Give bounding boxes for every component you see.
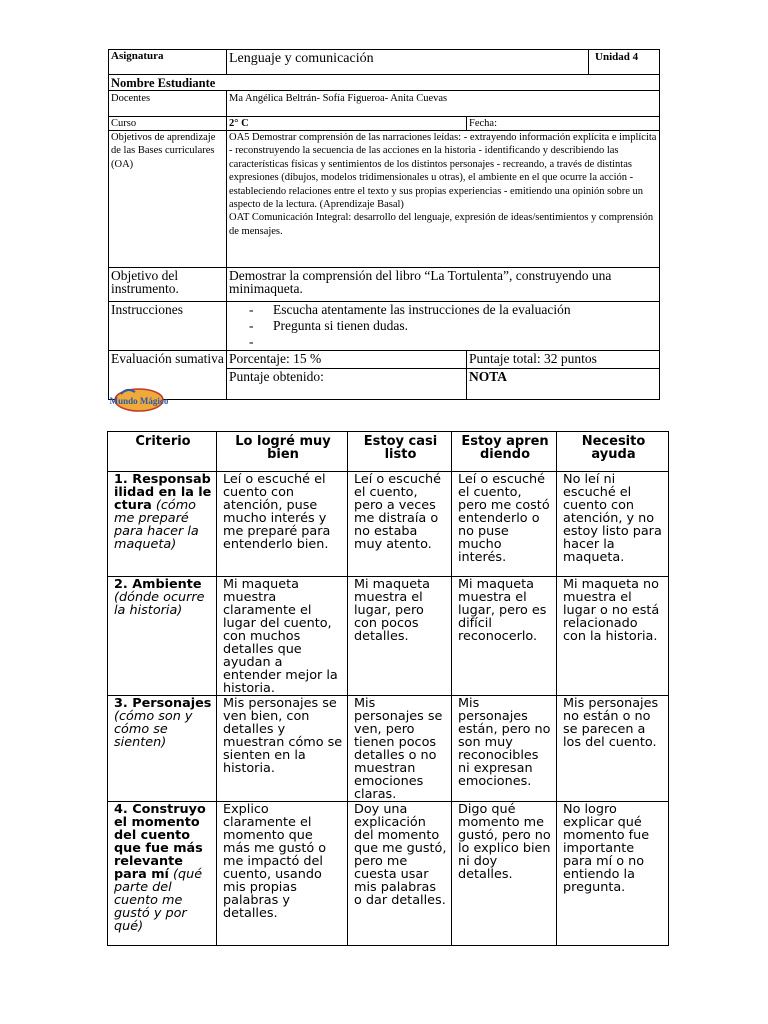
criterio-title: 1. Responsabilidad en la lectura — [114, 472, 212, 513]
rubric-cell: Leí o escuché el cuento, pero a veces me distraía o no estaba muy atento. — [348, 472, 452, 577]
rubric-cell: Explico claramente el momento que más me gustó o me impactó del cuento, usando mis propias palabras y detalles. — [217, 802, 348, 946]
puntaje-total-value: Puntaje total: 32 puntos — [467, 351, 660, 369]
criterio-subtitle: (qué parte del cuento me gustó y por qué) — [114, 867, 203, 934]
criterio-title: 2. Ambiente — [114, 577, 202, 592]
table-row — [108, 472, 669, 577]
header-lo-logre: Lo logré muy bien — [217, 432, 348, 472]
rubric-cell: Mis personajes se ven, pero tienen pocos detalles o no muestran emociones claras. — [348, 696, 452, 802]
evaluation-header-table — [108, 49, 660, 400]
header-aprendiendo: Estoy aprendiendo — [452, 432, 557, 472]
nota-label: NOTA — [467, 369, 660, 400]
instruccion-item: - Escucha atentamente las instrucciones de la evaluación — [229, 302, 657, 318]
criterio-subtitle: (cómo son y cómo se sienten) — [114, 709, 193, 750]
rubric-cell: Doy una explicación del momento que me gustó, pero me cuesta usar mis palabras o dar detalles. — [348, 802, 452, 946]
rubric-cell: Leí o escuché el cuento, pero me costó entenderlo o no puse mucho interés. — [452, 472, 557, 577]
instrucciones-list — [227, 302, 660, 351]
rubric-table — [107, 431, 669, 946]
table-row — [108, 696, 669, 802]
mundo-magico-logo — [109, 385, 169, 413]
header-criterio: Criterio — [108, 432, 217, 472]
criterio-cell — [108, 696, 217, 802]
rubric-cell: No logro explicar qué momento fue importante para mí o no entiendo la pregunta. — [557, 802, 669, 946]
unidad-label: Unidad 4 — [589, 50, 660, 75]
criterio-title: 4. Construyo el momento del cuento que fue más relevante para mí — [114, 802, 206, 882]
oat-text: OAT Comunicación Integral: desarrollo del lenguaje, expresión de ideas/sentimientos y comprensión de mensajes. — [229, 212, 654, 237]
fecha-label: Fecha: — [467, 117, 660, 131]
table-row — [108, 577, 669, 696]
objetivos-value — [227, 131, 660, 268]
asignatura-value: Lenguaje y comunicación — [227, 50, 589, 75]
docentes-label: Docentes — [109, 91, 227, 117]
criterio-title: 3. Personajes — [114, 696, 212, 711]
instrucciones-label: Instrucciones — [109, 302, 227, 351]
curso-label: Curso — [109, 117, 227, 131]
docentes-value: Ma Angélica Beltrán- Sofía Figueroa- Anita Cuevas — [227, 91, 660, 117]
rubric-cell: No leí ni escuché el cuento con atención, y no estoy listo para hacer la maqueta. — [557, 472, 669, 577]
objetivo-instrumento-value: Demostrar la comprensión del libro “La Tortulenta”, construyendo una minimaqueta. — [227, 268, 660, 302]
nombre-estudiante-label: Nombre Estudiante — [109, 75, 660, 91]
rubric-cell: Mis personajes se ven bien, con detalles y muestran cómo se sienten en la historia. — [217, 696, 348, 802]
rubric-cell: Mi maqueta muestra claramente el lugar del cuento, con muchos detalles que ayudan a entender mejor la historia. — [217, 577, 348, 696]
objetivos-label: Objetivos de aprendizaje de las Bases curriculares (OA) — [109, 131, 227, 268]
oa5-text: OA5 Demostrar comprensión de las narraciones leídas: - extrayendo información explícita e implícita - reconstruyendo la secuencia de las acciones en la historia - identificando y describiendo las características físicas y sentimientos de los distintos personajes - recreando, a través de distintas expresiones (dibujos, modelos tridimensionales u otras), el ambiente en el que ocurre la acción - estableciendo relaciones entre el texto y sus propias experiencias - emitiendo una opinión sobre un aspecto de la lectura. (Aprendizaje Basal) — [229, 132, 657, 211]
asignatura-label: Asignatura — [109, 50, 227, 75]
evaluacion-text: Evaluación sumativa — [111, 351, 224, 366]
header-necesito-ayuda: Necesito ayuda — [557, 432, 669, 472]
rubric-cell: Digo qué momento me gustó, pero no lo explico bien ni doy detalles. — [452, 802, 557, 946]
criterio-subtitle: (dónde ocurre la historia) — [114, 590, 205, 618]
objetivo-instrumento-label: Objetivo del instrumento. — [109, 268, 227, 302]
criterio-cell — [108, 802, 217, 946]
criterio-cell — [108, 577, 217, 696]
rubric-cell: Mi maqueta no muestra el lugar o no está relacionado con la historia. — [557, 577, 669, 696]
criterio-subtitle: (cómo me preparé para hacer la maqueta) — [114, 498, 199, 552]
instruccion-item — [229, 334, 657, 350]
curso-value: 2° C — [227, 117, 467, 131]
rubric-cell: Mi maqueta muestra el lugar, pero con pocos detalles. — [348, 577, 452, 696]
rubric-cell: Mis personajes están, pero no son muy reconocibles ni expresan emociones. — [452, 696, 557, 802]
header-casi-listo: Estoy casi listo — [348, 432, 452, 472]
rubric-cell: Mis personajes no están o no se parecen a los del cuento. — [557, 696, 669, 802]
porcentaje-value: Porcentaje: 15 % — [227, 351, 467, 369]
table-row — [108, 802, 669, 946]
rubric-cell: Leí o escuché el cuento con atención, puse mucho interés y me preparé para entenderlo bien. — [217, 472, 348, 577]
rubric-cell: Mi maqueta muestra el lugar, pero es difícil reconocerlo. — [452, 577, 557, 696]
instruccion-item: - Pregunta si tienen dudas. — [229, 318, 657, 334]
criterio-cell — [108, 472, 217, 577]
puntaje-obtenido-label: Puntaje obtenido: — [227, 369, 467, 400]
logo-text: Mundo Mágico — [109, 396, 169, 406]
